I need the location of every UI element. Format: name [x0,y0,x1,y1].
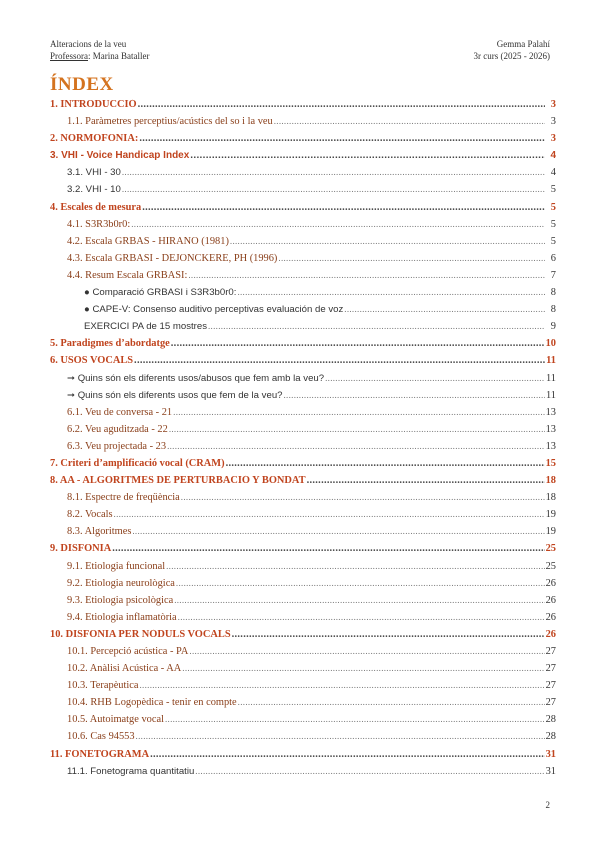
toc-page-number: 25 [545,560,556,572]
toc-leader [178,612,545,622]
toc-leader [173,407,544,417]
toc-leader [132,526,544,536]
toc-leader [188,270,545,280]
toc-page-number: 11 [545,389,556,401]
toc-entry-text: 3.2. VHI - 10 [67,184,121,196]
toc-leader [165,714,545,724]
toc-entry-text: 5. Paradigmes d’abordatge [50,338,170,350]
toc-leader [122,167,545,177]
toc-leader [344,304,545,314]
toc-leader [112,543,544,554]
toc-entry-text: 11. FONETOGRAMA [50,748,150,760]
toc-entry-text: 1. INTRODUCCIÓ [50,99,137,110]
toc-entry-text: 9. DISFONIA [50,543,112,555]
toc-entry[interactable] [50,458,556,475]
toc-entry[interactable] [50,407,556,424]
toc-entry-text: 10.1. Percepció acústica - PA [67,646,189,657]
toc-entry[interactable] [50,475,556,492]
professor-line [50,50,149,62]
toc-entry[interactable] [50,697,556,714]
toc-leader [274,116,545,126]
toc-entry-text: 9.1. Etiologia funcional [67,560,166,572]
toc-entry-text: 11.1. Fonetograma quantitatiu [67,765,195,777]
toc-leader [171,338,545,349]
professor-label: Professora [50,51,88,61]
toc-entry-text: 9.3. Etiologia psicològica [67,594,174,606]
toc-entry-text: 6.3. Veu projectada - 23 [67,440,167,452]
toc-leader [307,475,545,486]
toc-page-number: 13 [545,423,556,435]
toc-entry-text: ➞ Quins són els diferents usos/abusos que fem amb la veu? [67,372,325,384]
toc-page-number: 11 [545,372,556,384]
header-right [474,38,550,62]
toc-entry[interactable] [50,270,556,287]
toc-entry[interactable] [50,150,556,167]
toc-leader [150,749,545,760]
toc-leader [195,766,544,776]
toc-page-number: 27 [545,663,556,675]
toc-entry[interactable] [50,731,556,748]
toc-page-number: 28 [545,731,556,743]
toc-entry[interactable] [50,509,556,526]
toc-entry[interactable] [50,441,556,458]
toc-page-number: 26 [545,577,556,589]
toc-entry[interactable] [50,99,556,116]
toc-entry[interactable] [50,526,556,543]
toc-page-number: 5 [550,218,556,230]
toc-entry-text: 6. USOS VOCALS [50,355,134,367]
toc-page-number: 8 [550,304,556,316]
table-of-contents [50,99,556,783]
index-title: ÍNDEX [50,74,114,95]
toc-entry-text: 9.2. Etiologia neurològica [67,577,175,589]
toc-entry[interactable] [50,646,556,663]
toc-leader [238,697,545,707]
toc-leader [138,99,545,110]
toc-entry[interactable] [50,253,556,270]
toc-entry[interactable] [50,355,556,372]
toc-leader [325,373,545,383]
toc-entry[interactable] [50,612,556,629]
toc-entry-text: 6.2. Veu aguditzada - 22 [67,423,168,435]
toc-page-number: 27 [545,680,556,692]
toc-page-number: 19 [545,509,556,521]
toc-entry[interactable] [50,561,556,578]
toc-page-number: 3 [550,116,556,128]
toc-entry[interactable] [50,749,556,766]
toc-entry-text: 10.4. RHB Logopèdica - tenir en compte [67,697,237,709]
toc-entry[interactable] [50,663,556,680]
toc-entry-text: 8. AA - ALGORITMES DE PERTURBACIÓ Y BONDAT [50,475,306,487]
toc-leader [232,629,545,640]
toc-entry-text: 4.4. Resum Escala GRBASI: [67,269,188,281]
toc-entry[interactable] [50,578,556,595]
toc-leader [134,355,545,366]
toc-leader [167,441,545,451]
toc-leader [190,150,545,161]
toc-page-number: 27 [545,697,556,709]
toc-page-number: 8 [550,287,556,299]
toc-entry[interactable] [50,321,556,338]
toc-leader [136,731,545,741]
toc-entry-text: 4. Escales de mesura [50,201,142,213]
toc-entry[interactable] [50,133,556,150]
toc-page-number: 26 [545,611,556,623]
toc-entry-text: ● Comparació GRBASI i S3R3b0r0: [84,287,237,299]
toc-entry-text: 3.1. VHI - 30 [67,167,121,179]
toc-entry-text: 6.1. Veu de conversa - 21 [67,406,173,418]
toc-page-number: 3 [550,133,556,145]
toc-entry-text: 10.6. Cas 94553 [67,731,135,743]
toc-entry[interactable] [50,390,556,407]
toc-entry-text: 9.4. Etiologia inflamatòria [67,611,177,623]
toc-page-number: 5 [550,235,556,247]
toc-entry-text: 3. VHI - Voice Handicap Index [50,150,190,162]
toc-page-number: 27 [545,646,556,657]
toc-page-number: 26 [545,594,556,606]
toc-page-number: 10 [545,338,556,350]
toc-leader [230,236,545,246]
toc-page-number: 13 [545,440,556,452]
toc-entry[interactable] [50,424,556,441]
toc-leader [208,321,545,331]
toc-page-number: 31 [545,765,556,777]
toc-page-number: 28 [545,714,556,726]
toc-entry[interactable] [50,766,556,783]
toc-entry-text: 8.1. Espectre de freqüència [67,492,180,504]
toc-leader [142,202,545,213]
toc-leader [114,509,545,519]
toc-leader [169,424,545,434]
toc-entry[interactable] [50,167,556,184]
toc-page-number: 4 [550,167,556,179]
toc-entry-text: 10. DISFONIA PER NÒDULS VOCALS [50,628,231,640]
toc-leader [237,287,545,297]
toc-leader [166,561,544,571]
toc-entry[interactable] [50,680,556,697]
toc-entry-text: 4.1. S3R3b0r0: [67,218,131,230]
toc-entry-text: 1.1. Paràmetres perceptius/acústics del so i la veu [67,116,273,128]
toc-entry-text: 2. NORMOFONIA: [50,133,139,145]
toc-entry-text: ➞ Quins són els diferents usos que fem de la veu? [67,389,283,401]
toc-page-number: 13 [545,406,556,418]
toc-page-number: 11 [546,355,556,367]
toc-entry[interactable] [50,304,556,321]
toc-page-number: 5 [550,201,556,213]
toc-leader [181,492,545,502]
toc-entry[interactable] [50,492,556,509]
toc-entry-text: 4.2. Escala GRBAS - HIRANO (1981) [67,235,229,247]
toc-entry[interactable] [50,543,556,560]
toc-page-number: 18 [545,492,556,504]
professor-name: : Marina Bataller [88,51,150,61]
toc-leader [176,578,545,588]
toc-entry[interactable] [50,595,556,612]
toc-entry-text: 7. Criteri d’amplificació vocal (CRAM) [50,457,225,469]
toc-entry[interactable] [50,236,556,253]
toc-entry[interactable] [50,629,556,646]
toc-entry-text: 8.2. Vocals [67,509,113,521]
toc-entry[interactable] [50,202,556,219]
toc-page-number: 25 [545,543,556,555]
toc-leader [139,133,545,144]
toc-leader [182,663,544,673]
toc-leader [278,253,545,263]
toc-leader [189,646,544,656]
author-name: Gemma Palahí [496,39,550,49]
toc-entry[interactable] [50,184,556,201]
toc-page-number: 7 [550,269,556,281]
toc-page-number: 19 [545,526,556,538]
toc-leader [226,458,545,469]
toc-page-number: 15 [545,457,556,469]
toc-entry-text: EXERCICI PA de 15 mostres [84,321,207,333]
toc-entry[interactable] [50,338,556,355]
toc-entry-text: 4.3. Escala GRBASI - DEJONCKERE, PH (1996) [67,252,278,264]
toc-page-number: 3 [550,99,556,110]
toc-entry[interactable] [50,116,556,133]
toc-entry-text: 10.5. Autoimatge vocal [67,714,164,726]
header-left [50,38,149,62]
toc-page-number: 31 [545,748,556,760]
toc-entry-text: 10.3. Terapèutica [67,680,139,692]
toc-entry[interactable] [50,373,556,390]
toc-entry-text: 10.2. Anàlisi Acústica - AA [67,663,182,675]
toc-leader [174,595,544,605]
toc-entry-text: ● CAPE-V: Consenso auditivo perceptivas evaluación de voz [84,304,344,316]
course-name: Alteracions de la veu [50,39,127,49]
toc-page-number: 5 [550,184,556,196]
toc-leader [122,184,545,194]
course-year: 3r curs (2025 - 2026) [473,51,550,61]
toc-page-number: 18 [545,475,556,487]
toc-leader [140,680,545,690]
toc-leader [284,390,545,400]
toc-page-number: 4 [550,150,556,162]
toc-entry[interactable] [50,714,556,731]
toc-entry[interactable] [50,287,556,304]
toc-leader [131,219,545,229]
toc-page-number: 26 [545,628,556,640]
toc-entry[interactable] [50,219,556,236]
toc-page-number: 9 [550,321,556,333]
toc-entry-text: 8.3. Algoritmes [67,526,132,538]
toc-page-number: 6 [550,252,556,264]
page-number: 2 [545,800,550,810]
